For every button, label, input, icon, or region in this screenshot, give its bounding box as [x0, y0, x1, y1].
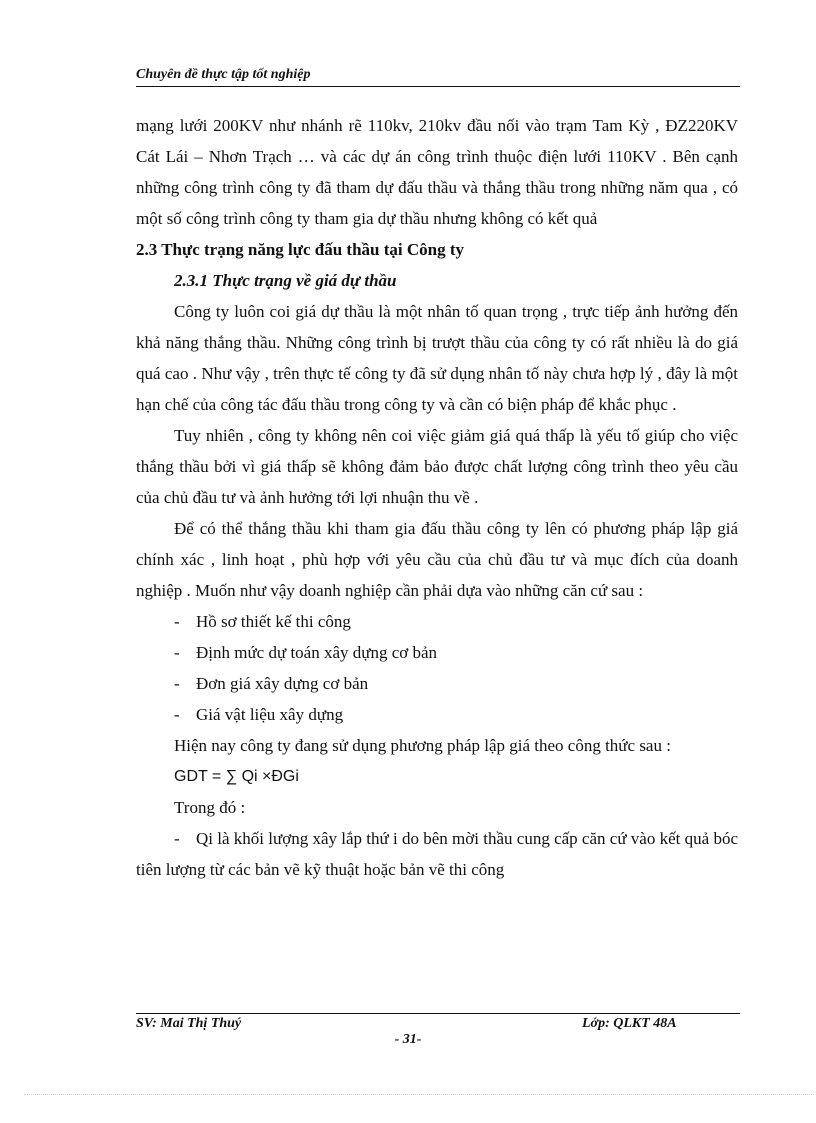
subsection-heading: 2.3.1 Thực trạng về giá dự thầu — [174, 271, 397, 290]
list-item — [136, 637, 738, 668]
bullet-marker: - — [174, 705, 180, 724]
paragraph-pricing-method: Để có thể thắng thầu khi tham gia đấu thầu công ty lên có phương pháp lập giá chính xác , linh hoạt , phù hợp với yêu cầu của chủ đầu tư và mục đích của doanh nghiệp . Muốn như vậy doanh nghiệp cần phải dựa vào những căn cứ sau : — [136, 519, 738, 600]
price-formula: GDT = ∑ Qi ×ĐGi — [174, 768, 299, 785]
footer-class: Lớp: QLKT 48A — [582, 1016, 677, 1031]
section-heading: 2.3 Thực trạng năng lực đấu thầu tại Công ty — [136, 240, 465, 259]
list-item-text: Hồ sơ thiết kế thi công — [196, 612, 351, 631]
page-body — [136, 110, 738, 885]
list-item — [136, 668, 738, 699]
bullet-marker: - — [174, 643, 180, 662]
definition-qi-text: Qi là khối lượng xây lắp thứ i do bên mời thầu cung cấp căn cứ vào kết quả bóc tiên lượng từ các bản vẽ kỹ thuật hoặc bản vẽ thi công — [136, 829, 738, 879]
page-edge-divider — [24, 1094, 814, 1095]
paragraph-price-reduction: Tuy nhiên , công ty không nên coi việc giảm giá quá thấp là yếu tố giúp cho việc thắng thầu bởi vì giá thấp sẽ không đảm bảo được chất lượng công trình theo yêu cầu của chủ đầu tư và ảnh hưởng tới lợi nhuận thu về . — [136, 426, 738, 507]
footer-rule — [136, 1013, 740, 1014]
list-item — [136, 606, 738, 637]
footer-student: SV: Mai Thị Thuý — [136, 1016, 242, 1031]
list-item-text: Định mức dự toán xây dựng cơ bản — [196, 643, 438, 662]
bullet-marker: - — [174, 612, 180, 631]
page-number: - 31- — [394, 1032, 422, 1047]
list-item — [136, 699, 738, 730]
definition-qi — [136, 823, 738, 885]
bullet-marker: - — [174, 829, 180, 848]
paragraph-method-intro: Hiện nay công ty đang sử dụng phương pháp lập giá theo công thức sau : — [174, 736, 671, 755]
header-rule — [136, 86, 740, 87]
where-label: Trong đó : — [174, 798, 246, 817]
paragraph-bid-price: Công ty luôn coi giá dự thầu là một nhân tố quan trọng , trực tiếp ảnh hưởng đến khả năng thắng thầu. Những công trình bị trượt thầu của công ty có rất nhiều là do giá quá cao . Như vậy , trên thực tế công ty đã sử dụng nhân tố này chưa hợp lý , đây là một hạn chế của công tác đấu thầu trong công ty và cần có biện pháp để khắc phục . — [136, 302, 738, 414]
running-header: Chuyên đề thực tập tốt nghiệp — [136, 67, 311, 82]
list-item-text: Đơn giá xây dựng cơ bản — [196, 674, 369, 693]
paragraph-intro: mạng lưới 200KV như nhánh rẽ 110kv, 210kv đầu nối vào trạm Tam Kỳ , ĐZ220KV Cát Lái – Nhơn Trạch … và các dự án công trình thuộc điện lưới 110KV . Bên cạnh những công trình công ty đã tham dự đấu thầu và thắng thầu trong những năm qua , có một số công trình công ty tham gia dự thầu nhưng không có kết quả — [136, 116, 738, 228]
bullet-marker: - — [174, 674, 180, 693]
list-item-text: Giá vật liệu xây dựng — [196, 705, 344, 724]
